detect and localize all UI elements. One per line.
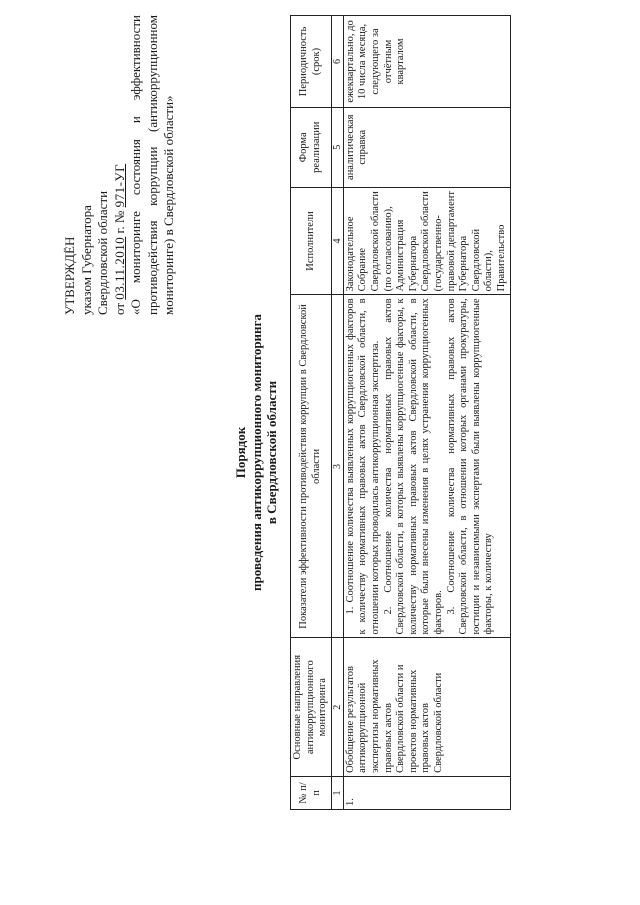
approval-heading: УТВЕРЖДЁН — [62, 236, 77, 315]
header-number: № п/п — [291, 776, 332, 809]
table-row — [343, 16, 510, 810]
row-indicators — [343, 295, 510, 638]
approval-date-prefix: от — [111, 299, 127, 315]
indicator-2: 2. Соотношение количества нормативных правовых актов Свердловской области, в которых выявлены коррупциогенные факторы, к количеству нормативных правовых актов Свердловской области, в которые были внесены изменения в целях устранения коррупциогенных факторов. — [382, 298, 444, 635]
header-executors: Исполнители — [291, 187, 332, 295]
header-form: Форма реализации — [291, 107, 332, 187]
approval-stamp — [62, 15, 178, 315]
header-period: Периодичность (срок) — [291, 16, 332, 108]
row-number: 1. — [343, 776, 510, 809]
approval-year-suffix: г. № — [111, 207, 127, 237]
table-column-numbers-row — [331, 16, 343, 810]
column-number: 1 — [331, 776, 343, 809]
monitoring-table — [290, 15, 511, 810]
approval-region: Свердловской области — [95, 190, 110, 315]
column-number: 5 — [331, 107, 343, 187]
header-direction: Основные направления антикоррупционного мониторинга — [291, 638, 332, 776]
indicator-1: 1. Соотношение количества выявленных коррупциогенных факторов к количеству нормативных правовых актов Свердловской области, в отношении которых проводилась антикоррупционная экспертиза. — [344, 298, 381, 635]
page-subtitle: проведения антикоррупционного мониторинга — [249, 314, 264, 591]
approval-decree-title: «О мониторинге состояния и эффективности противодействия коррупции (антикоррупционном мониторинге) в Свердловской области» — [128, 15, 176, 315]
header-indicators: Показатели эффективности противодействия коррупции в Свердловской области — [291, 295, 332, 638]
approval-date-line — [112, 15, 129, 315]
row-form: аналитическая справка — [343, 107, 510, 187]
column-number: 2 — [331, 638, 343, 776]
row-period: ежеквартально, до 10 числа месяца, следующего за отчётным кварталом — [343, 16, 510, 108]
indicator-3: 3. Соотношение количества нормативных правовых актов Свердловской области, в отношении которых органами прокуратуры, юстиции и независимыми экспертами были выявлены коррупциогенные факторы, к количеству — [445, 298, 495, 635]
row-direction: Обобщение результатов антикоррупционной экспертизы нормативных правовых актов Свердловской области и проектов нормативных правовых актов Свердловской области — [343, 638, 510, 776]
column-number: 6 — [331, 16, 343, 108]
table-header-row — [291, 16, 332, 810]
approval-date: 03.11.2010 — [111, 236, 127, 300]
approval-decree-type: указом Губернатора — [78, 205, 94, 315]
page-title: Порядок — [233, 426, 248, 479]
approval-number: 971-УГ — [111, 163, 127, 208]
column-number: 4 — [331, 187, 343, 295]
page-subtitle-region: в Свердловской области — [264, 380, 279, 525]
column-number: 3 — [331, 295, 343, 638]
row-executors: Законодательное Собрание Свердловской области (по согласованию), Администрация Губернатора Свердловской области (государственно-правовой департамент Губернатора Свердловской области), Правительство — [343, 187, 510, 295]
